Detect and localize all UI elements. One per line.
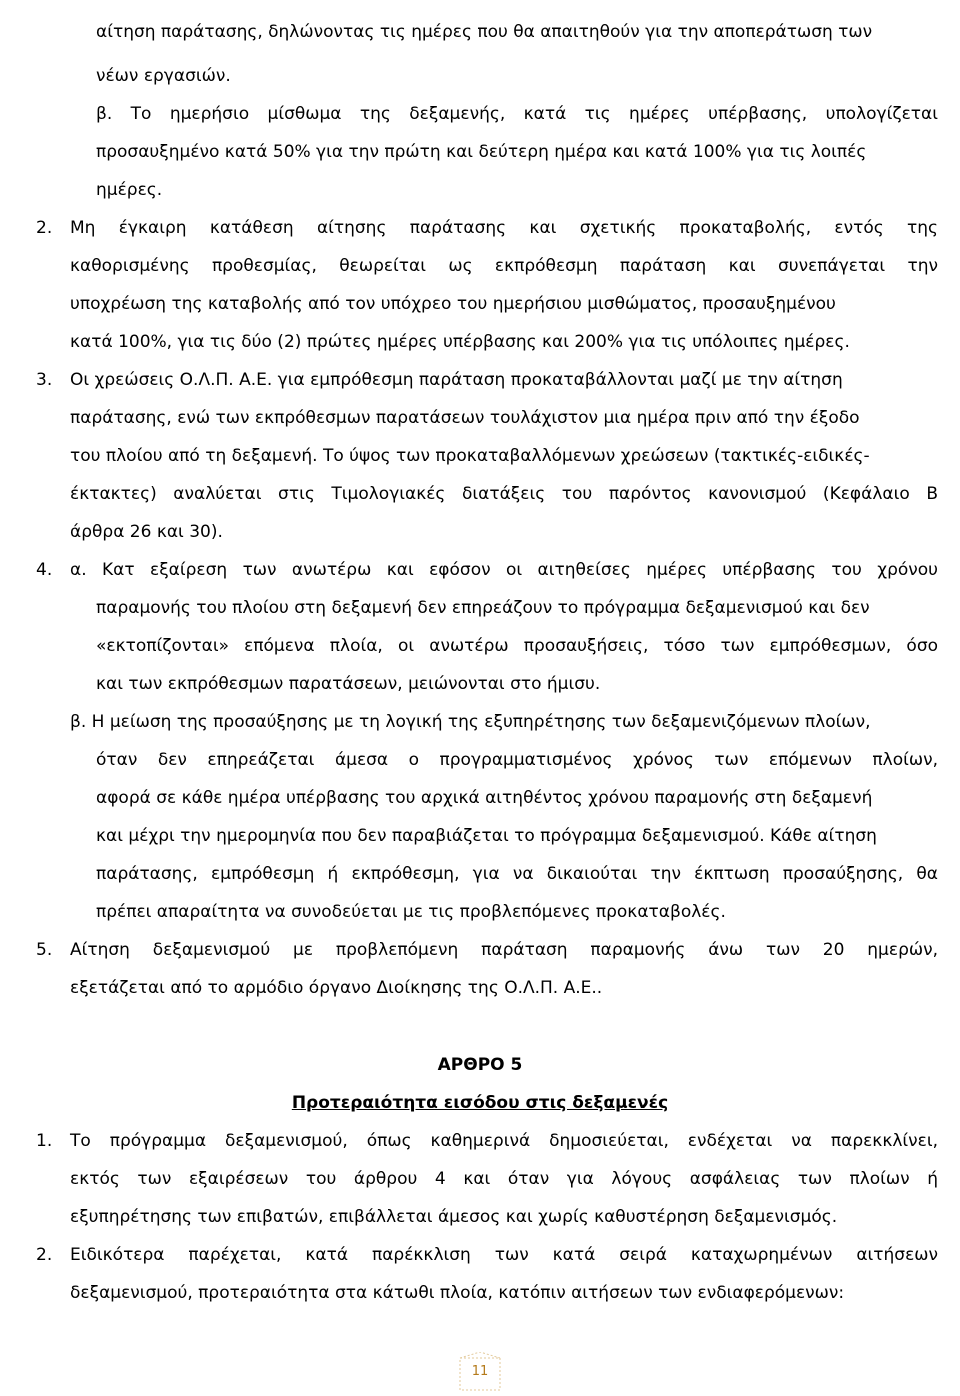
text-line: Αίτηση δεξαμενισμού με προβλεπόμενη παράταση παραμονής άνω των 20 ημερών, (70, 940, 938, 960)
text-line: πρέπει απαραίτητα να συνοδεύεται με τις προβλεπόμενες προκαταβολές. (96, 902, 726, 922)
text-line: ημέρες. (96, 180, 163, 200)
text-line: νέων εργασιών. (96, 66, 231, 86)
article-title: ΑΡΘΡΟ 5 (437, 1055, 523, 1075)
text-line: β. Το ημερήσιο μίσθωμα της δεξαμενής, κατά τις ημέρες υπέρβασης, υπολογίζεται (96, 104, 938, 124)
article-subtitle: Προτεραιότητα εισόδου στις δεξαμενές (291, 1093, 669, 1113)
item-number: 3. (36, 370, 53, 390)
text-line: Ειδικότερα παρέχεται, κατά παρέκκλιση των κατά σειρά καταχωρημένων αιτήσεων (70, 1245, 938, 1265)
item-number: 2. (36, 218, 53, 238)
text-line: παράτασης, ενώ των εκπρόθεσμων παρατάσεων τουλάχιστον μια ημέρα πριν από την έξοδο (70, 408, 860, 428)
text-line: υποχρέωση της καταβολής από τον υπόχρεο του ημερήσιου μισθώματος, προσαυξημένου (70, 294, 836, 314)
item-number: 1. (36, 1131, 53, 1151)
text-line: αίτηση παράτασης, δηλώνοντας τις ημέρες που θα απαιτηθούν για την αποπεράτωση των (96, 22, 873, 42)
page-number (440, 1352, 520, 1392)
text-line: άρθρα 26 και 30). (70, 522, 223, 542)
text-line: έκτακτες) αναλύεται στις Τιμολογιακές διατάξεις του παρόντος κανονισμού (Κεφάλαιο Β (70, 484, 938, 504)
text-line: δεξαμενισμού, προτεραιότητα στα κάτωθι πλοία, κατόπιν αιτήσεων των ενδιαφερόμενων: (70, 1283, 845, 1303)
item-number: 2. (36, 1245, 53, 1265)
text-line: εξετάζεται από το αρμόδιο όργανο Διοίκησης της Ο.Λ.Π. Α.Ε.. (70, 978, 603, 998)
item-number: 5. (36, 940, 53, 960)
text-line: «εκτοπίζονται» επόμενα πλοία, οι ανωτέρω προσαυξήσεις, τόσο των εμπρόθεσμων, όσο (96, 636, 938, 656)
text-line: και των εκπρόθεσμων παρατάσεων, μειώνονται στο ήμισυ. (96, 674, 601, 694)
text-line: παραμονής του πλοίου στη δεξαμενή δεν επηρεάζουν το πρόγραμμα δεξαμενισμού και δεν (96, 598, 870, 618)
text-line: όταν δεν επηρεάζεται άμεσα ο προγραμματισμένος χρόνος των επόμενων πλοίων, (96, 750, 938, 770)
text-line: Οι χρεώσεις Ο.Λ.Π. Α.Ε. για εμπρόθεσμη παράταση προκαταβάλλονται μαζί με την αίτηση (70, 370, 843, 390)
text-line: προσαυξημένο κατά 50% για την πρώτη και δεύτερη ημέρα και κατά 100% για τις λοιπές (96, 142, 867, 162)
page-number-label: 11 (471, 1364, 489, 1379)
text-line: α. Κατ εξαίρεση των ανωτέρω και εφόσον οι αιτηθείσες ημέρες υπέρβασης του χρόνου (70, 560, 938, 580)
text-line: εξυπηρέτησης των επιβατών, επιβάλλεται άμεσος και χωρίς καθυστέρηση δεξαμενισμός. (70, 1207, 838, 1227)
text-line: του πλοίου από τη δεξαμενή. Το ύψος των προκαταβαλλόμενων χρεώσεων (τακτικές-ειδικές- (70, 446, 870, 466)
text-line: κατά 100%, για τις δύο (2) πρώτες ημέρες υπέρβασης και 200% για τις υπόλοιπες ημέρες. (70, 332, 850, 352)
text-line: παράτασης, εμπρόθεσμη ή εκπρόθεσμη, για να δικαιούται την έκπτωση προσαύξησης, θα (96, 864, 938, 884)
text-line: β. Η μείωση της προσαύξησης με τη λογική της εξυπηρέτησης των δεξαμενιζόμενων πλοίων, (70, 712, 871, 732)
text-line: εκτός των εξαιρέσεων του άρθρου 4 και όταν για λόγους ασφάλειας των πλοίων ή (70, 1169, 938, 1189)
text-line: αφορά σε κάθε ημέρα υπέρβασης του αρχικά αιτηθέντος χρόνου παραμονής στη δεξαμενή (96, 788, 873, 808)
text-line: Μη έγκαιρη κατάθεση αίτησης παράτασης και σχετικής προκαταβολής, εντός της (70, 218, 938, 238)
text-line: καθορισμένης προθεσμίας, θεωρείται ως εκπρόθεσμη παράταση και συνεπάγεται την (70, 256, 938, 276)
text-line: Το πρόγραμμα δεξαμενισμού, όπως καθημερινά δημοσιεύεται, ενδέχεται να παρεκκλίνει, (70, 1131, 938, 1151)
text-line: και μέχρι την ημερομηνία που δεν παραβιάζεται το πρόγραμμα δεξαμενισμού. Κάθε αίτηση (96, 826, 877, 846)
item-number: 4. (36, 560, 53, 580)
